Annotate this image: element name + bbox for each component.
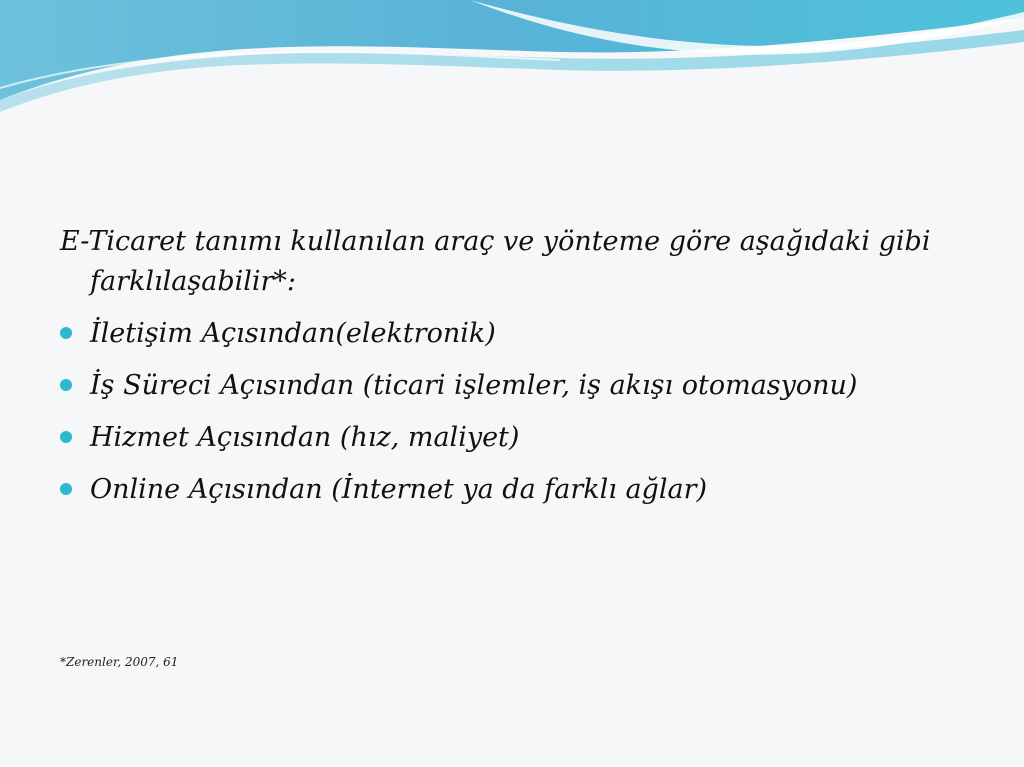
bullet-text: İş Süreci Açısından (ticari işlemler, iş akışı otomasyonu) <box>90 370 858 401</box>
intro-text: E-Ticaret tanımı kullanılan araç ve yönteme göre aşağıdaki gibi farklılaşabilir*: <box>60 226 931 297</box>
bullet-list <box>60 314 980 510</box>
slide-body <box>60 222 980 522</box>
bullet-dot-icon <box>60 483 72 495</box>
bullet-item <box>60 418 980 458</box>
bullet-dot-icon <box>60 327 72 339</box>
footnote: *Zerenler, 2007, 61 <box>60 655 179 669</box>
bullet-text: Online Açısından (İnternet ya da farklı ağlar) <box>90 474 708 505</box>
bullet-text: Hizmet Açısından (hız, maliyet) <box>90 422 520 453</box>
bullet-text: İletişim Açısından(elektronik) <box>90 318 496 349</box>
bullet-item <box>60 314 980 354</box>
bullet-dot-icon <box>60 431 72 443</box>
header-wave-decoration <box>0 0 1024 120</box>
bullet-item <box>60 470 980 510</box>
bullet-dot-icon <box>60 379 72 391</box>
bullet-item <box>60 366 980 406</box>
